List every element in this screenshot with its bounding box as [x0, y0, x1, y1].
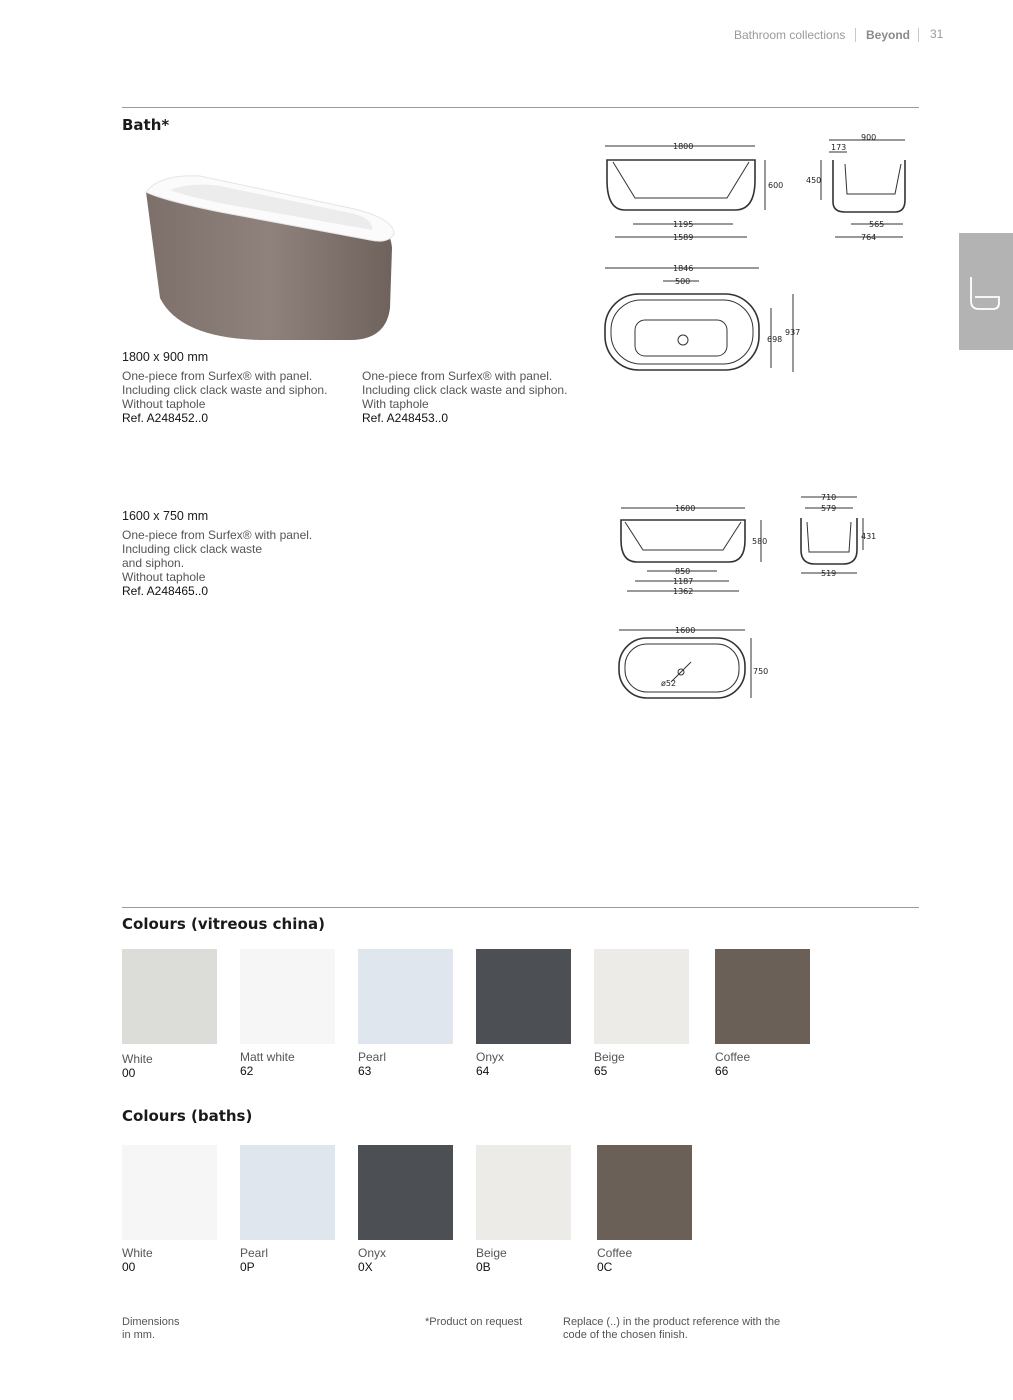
swatch-name: Coffee	[715, 1050, 751, 1064]
section-title-bath	[122, 116, 169, 134]
colours-baths-title: Colours (baths)	[122, 1107, 253, 1125]
section-rule	[122, 907, 919, 908]
header-collection: Beyond	[866, 28, 911, 42]
dim-label: 580	[752, 537, 768, 546]
drawing-b-front	[621, 504, 767, 596]
swatch-code: 0P	[240, 1260, 255, 1274]
spec-line: Without taphole	[122, 570, 206, 584]
swatch-pearl	[358, 949, 453, 1044]
swatch-bath-white	[122, 1145, 217, 1240]
dim-label: 1846	[673, 264, 694, 273]
dim-label: 173	[831, 143, 847, 152]
dim-label: 1600	[675, 626, 696, 635]
bath-b-spec	[122, 528, 312, 598]
dim-label: 937	[785, 328, 801, 337]
drawing-a-front	[605, 142, 783, 242]
dim-label: 1187	[673, 577, 694, 586]
swatch-name: Matt white	[240, 1050, 295, 1064]
dim-label: 900	[861, 133, 877, 142]
footer-replace-note	[563, 1316, 780, 1342]
spec-line: and siphon.	[122, 556, 185, 570]
dim-label: 431	[861, 532, 877, 541]
swatch-code: 00	[122, 1260, 136, 1274]
swatch-code: 63	[358, 1064, 372, 1078]
swatch-code: 0X	[358, 1260, 373, 1274]
swatch-name: White	[122, 1052, 153, 1066]
drawing-a-side	[806, 133, 905, 242]
swatch-bath-coffee	[597, 1145, 692, 1240]
swatch-beige	[594, 949, 689, 1044]
header-divider	[918, 28, 919, 42]
dim-label: 1800	[673, 142, 694, 151]
swatch-code: 00	[122, 1066, 136, 1080]
swatch-code: 0C	[597, 1260, 613, 1274]
swatch-code: 66	[715, 1064, 729, 1078]
swatch-name: Onyx	[476, 1050, 505, 1064]
dim-label: 764	[861, 233, 877, 242]
swatch-code: 0B	[476, 1260, 491, 1274]
technical-drawings	[595, 130, 915, 720]
dim-label: 1362	[673, 587, 694, 596]
bath-product-image	[140, 168, 410, 348]
swatch-white	[122, 949, 217, 1044]
bath-title: Bath	[122, 116, 162, 134]
dim-label: 500	[675, 277, 691, 286]
dim-label: 850	[675, 567, 691, 576]
spec-line: Including click clack waste	[122, 542, 263, 556]
header-divider	[855, 28, 856, 42]
bath-a-spec-col2	[362, 369, 567, 425]
swatch-code: 64	[476, 1064, 490, 1078]
footer-product-note: *Product on request	[425, 1316, 523, 1328]
bath-a-spec-col1	[122, 369, 327, 425]
dim-label: 565	[869, 220, 885, 229]
bath-b-size: 1600 x 750 mm	[122, 509, 209, 523]
swatch-code: 65	[594, 1064, 608, 1078]
bath-a-size: 1800 x 900 mm	[122, 350, 209, 364]
swatch-onyx	[476, 949, 571, 1044]
spec-line: One-piece from Surfex® with panel.	[362, 369, 553, 383]
spec-line: With taphole	[362, 397, 429, 411]
swatch-code: 62	[240, 1064, 254, 1078]
swatch-name: Beige	[476, 1246, 507, 1260]
colours-vitreous-title: Colours (vitreous china)	[122, 915, 326, 933]
swatch-bath-beige	[476, 1145, 571, 1240]
product-ref: Ref. A248452..0	[122, 411, 209, 425]
swatch-name: Onyx	[358, 1246, 387, 1260]
bath-title-mark: *	[161, 116, 170, 134]
dim-label: 710	[821, 493, 837, 502]
footer-line: code of the chosen finish.	[563, 1329, 688, 1341]
swatch-coffee	[715, 949, 810, 1044]
header-section: Bathroom collections	[734, 28, 846, 42]
dim-label: 1600	[675, 504, 696, 513]
footer-line: Dimensions	[122, 1316, 180, 1328]
product-ref: Ref. A248453..0	[362, 411, 449, 425]
dim-label: 450	[806, 176, 822, 185]
dim-label: 698	[767, 335, 783, 344]
dim-label: 519	[821, 569, 837, 578]
drawing-a-top	[605, 264, 800, 372]
spec-line: One-piece from Surfex® with panel.	[122, 369, 313, 383]
swatch-name: Pearl	[240, 1246, 269, 1260]
dim-label: 750	[753, 667, 769, 676]
swatch-bath-pearl	[240, 1145, 335, 1240]
swatch-name: Beige	[594, 1050, 625, 1064]
dim-label: 1589	[673, 233, 694, 242]
dim-label: ø52	[661, 679, 677, 688]
side-tab	[959, 233, 1013, 350]
drawing-b-top	[619, 626, 768, 698]
swatch-matt-white	[240, 949, 335, 1044]
footer-line: Replace (..) in the product reference with the	[563, 1316, 781, 1328]
bath-icon	[959, 233, 1013, 350]
spec-line: One-piece from Surfex® with panel.	[122, 528, 313, 542]
swatch-name: Pearl	[358, 1050, 387, 1064]
dim-label: 1195	[673, 220, 694, 229]
swatch-bath-onyx	[358, 1145, 453, 1240]
spec-line: Including click clack waste and siphon.	[122, 383, 328, 397]
dim-label: 600	[768, 181, 784, 190]
product-ref: Ref. A248465..0	[122, 584, 209, 598]
spec-line: Without taphole	[122, 397, 206, 411]
footer-line: in mm.	[122, 1329, 155, 1341]
drawing-b-side	[801, 493, 876, 578]
page-number: 31	[930, 27, 944, 41]
spec-line: Including click clack waste and siphon.	[362, 383, 568, 397]
swatch-name: Coffee	[597, 1246, 633, 1260]
swatch-name: White	[122, 1246, 153, 1260]
dim-label: 579	[821, 504, 837, 513]
section-rule	[122, 107, 919, 108]
footer-dimensions	[122, 1316, 179, 1342]
